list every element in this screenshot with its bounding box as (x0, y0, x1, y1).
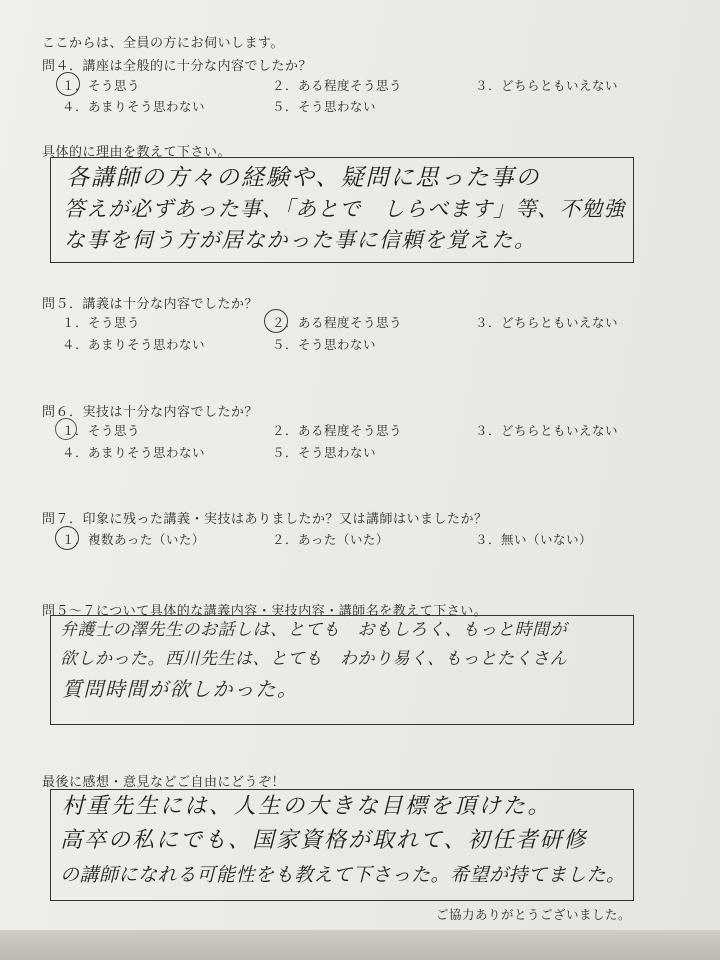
show-through-text (380, 98, 506, 111)
reason-handwriting-line-3: な事を伺う方が居なかった事に信頼を覚えた。 (64, 228, 537, 252)
q4-option-2[interactable]: ２．ある程度そう思う (272, 78, 403, 93)
q4-option-5[interactable]: ５．そう思わない (272, 99, 377, 114)
q5-option-3[interactable]: ３．どちらともいえない (475, 315, 619, 330)
q57-handwriting-line-3: 質問時間が欲しかった。 (62, 677, 299, 701)
q6-option-2[interactable]: ２．ある程度そう思う (272, 423, 403, 438)
final-handwriting-line-2: 高卒の私にでも、国家資格が取れて、初任者研修 (60, 828, 588, 853)
reason-handwriting-line-1: 各講師の方々の経験や、疑問に思った事の (66, 165, 541, 191)
q6-option-3[interactable]: ３．どちらともいえない (475, 423, 619, 438)
q4-option-1[interactable]: １．そう思う (62, 78, 141, 93)
q4-option-3[interactable]: ３．どちらともいえない (475, 78, 619, 93)
q5-option-1[interactable]: １．そう思う (62, 315, 141, 330)
q5-title: 問５．講義は十分な内容でしたか？ (42, 297, 259, 312)
q6-option-4[interactable]: ４．あまりそう思わない (62, 445, 206, 460)
reason-prompt: 具体的に理由を教えて下さい。 (42, 145, 232, 160)
final-title: 最後に感想・意見などご自由にどうぞ！ (42, 775, 286, 790)
intro-text: ここからは、全員の方にお伺いします。 (42, 36, 284, 51)
thanks-text: ご協力ありがとうございました。 (436, 907, 632, 922)
q57-title: 問５～７について具体的な講義内容・実技内容・講師名を教えて下さい。 (42, 604, 488, 619)
paper-bottom-edge (0, 930, 720, 960)
q6-option-5[interactable]: ５．そう思わない (272, 445, 377, 460)
q7-option-2[interactable]: ２．あった（いた） (272, 532, 389, 547)
q6-selection-mark (55, 418, 77, 440)
q57-handwriting-line-1: 弁護士の澤先生のお話しは、とても おもしろく、もっと時間が (60, 620, 568, 640)
q7-option-1[interactable]: １．複数あった（いた） (62, 532, 205, 547)
q7-option-3[interactable]: ３．無い（いない） (475, 532, 593, 547)
q4-selection-mark (56, 72, 80, 96)
q5-option-2[interactable]: ２．ある程度そう思う (272, 315, 403, 330)
q7-title: 問７．印象に残った講義・実技はありましたか？又は講師はいましたか？ (42, 512, 488, 527)
q57-handwriting-line-2: 欲しかった。西川先生は、とても わかり易く、もっとたくさん (60, 649, 568, 669)
final-handwriting-line-3: の講師になれる可能性をも教えて下さった。希望が持てました。 (60, 864, 626, 886)
q6-option-1[interactable]: １．そう思う (62, 423, 141, 438)
q4-option-4[interactable]: ４．あまりそう思わない (62, 99, 206, 114)
reason-handwriting-line-2: 答えが必ずあった事、「あとで しらべます」等、不勉強 (64, 197, 626, 221)
q6-title: 問６．実技は十分な内容でしたか？ (42, 405, 259, 420)
q5-option-5[interactable]: ５．そう思わない (272, 337, 377, 352)
q5-option-4[interactable]: ４．あまりそう思わない (62, 337, 206, 352)
final-handwriting-line-1: 村重先生には、人生の大きな目標を頂けた。 (62, 794, 553, 819)
q4-title: 問４．講座は全般的に十分な内容でしたか？ (42, 59, 313, 74)
q5-selection-mark (264, 309, 288, 333)
q7-selection-mark (55, 526, 79, 550)
